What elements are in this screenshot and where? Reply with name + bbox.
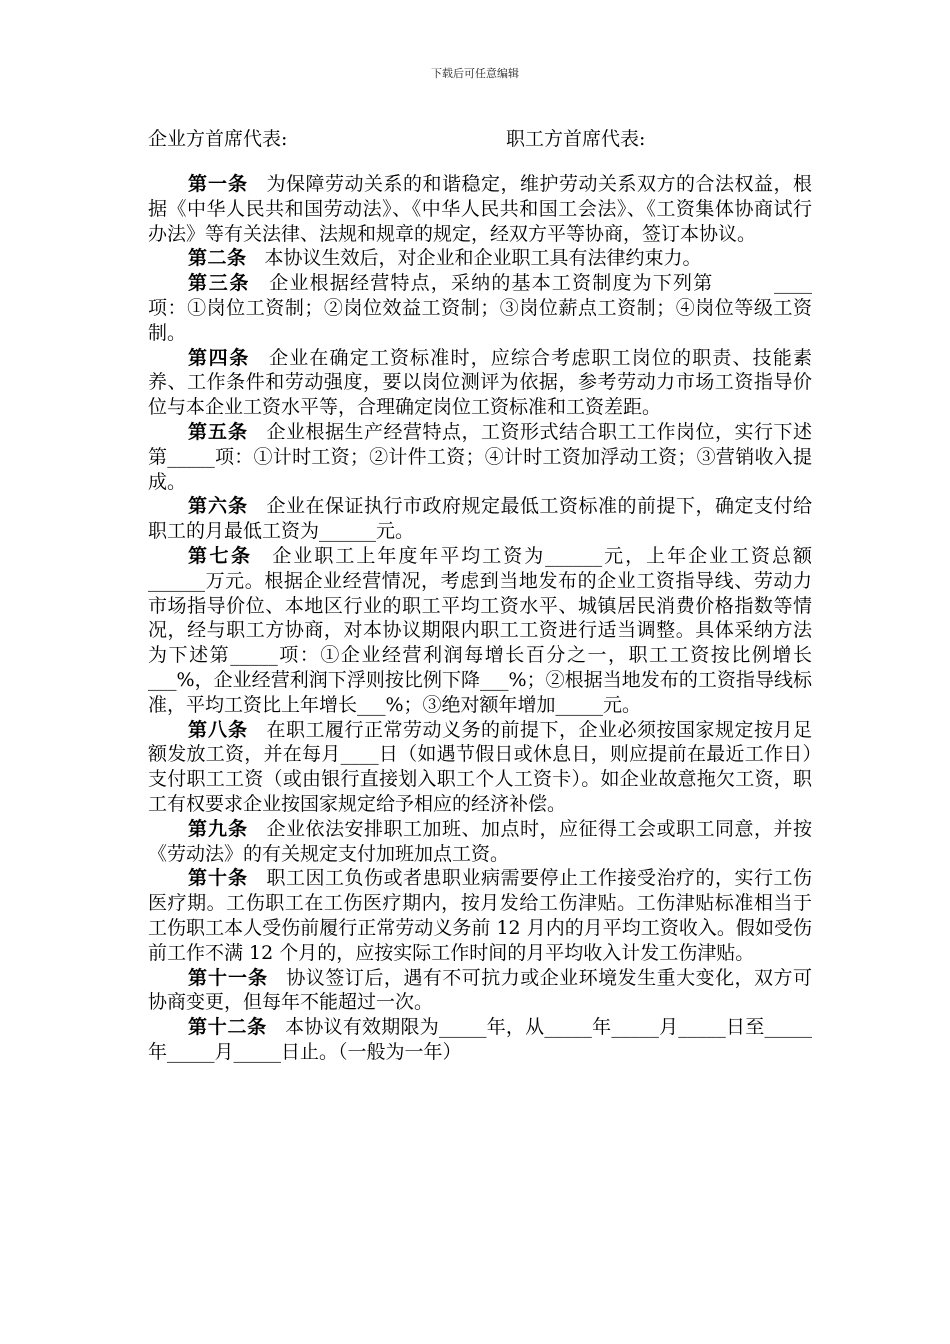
article-text: 本协议生效后，对企业和企业职工具有法律约束力。: [264, 247, 702, 270]
article-3: [148, 271, 812, 345]
employer-representative-label: 企业方首席代表:: [148, 128, 288, 150]
article-7: [148, 544, 812, 718]
article-8: [148, 718, 812, 817]
article-6: [148, 494, 812, 544]
article-5: [148, 420, 812, 494]
article-1: [148, 172, 812, 246]
article-text: 企业在保证执行市政府规定最低工资标准的前提下，确定支付给职工的月最低工资为______元。: [148, 495, 812, 543]
article-title: 第一条: [188, 173, 248, 195]
article-text: 在职工履行正常劳动义务的前提下，企业必须按国家规定按月足额发放工资，并在每月____日（如遇节假日或休息日，则应提前在最近工作日）支付职工工资（或由银行直接划入职工个人工资卡）。如企业故意拖欠工资，职工有权要求企业按国家规定给予相应的经济补偿。: [148, 718, 812, 815]
article-title: 第二条: [188, 247, 247, 270]
agreement-articles: [148, 172, 812, 1065]
article-text: 为保障劳动关系的和谐稳定，维护劳动关系双方的合法权益，根据《中华人民共和国劳动法》、《中华人民共和国工会法》、《工资集体协商试行办法》等有关法律、法规和规章的规定，经双方平等协商，签订本协议。: [148, 173, 812, 245]
article-title: 第三条: [188, 272, 251, 295]
article-title: 第十二条: [188, 1016, 267, 1039]
article-2: [148, 246, 812, 271]
article-text: 企业在确定工资标准时，应综合考虑职工岗位的职责、技能素养、工作条件和劳动强度，要以岗位测评为依据，参考劳动力市场工资指导价位与本企业工资水平等，合理确定岗位工资标准和工资差距。: [148, 346, 812, 419]
article-title: 第十条: [188, 867, 248, 890]
article-title: 第十一条: [188, 966, 268, 989]
article-text: 职工因工负伤或者患职业病需要停止工作接受治疗的，实行工伤医疗期。工伤职工在工伤医疗期内，按月发给工伤津贴。工伤津贴标准相当于工伤职工本人受伤前履行正常劳动义务前 12 月内的月平均工资收入。假如受伤前工作不满 12 个月的，应按实际工作时间的月平均收入计发工伤津贴。: [148, 867, 812, 964]
article-title: 第五条: [188, 420, 248, 443]
article-4: [148, 346, 812, 420]
article-text: 本协议有效期限为_____年，从_____年_____月_____日至_____年_____月_____日止。（一般为一年）: [148, 1016, 812, 1063]
article-title: 第八条: [188, 718, 248, 741]
article-title: 第六条: [188, 495, 248, 518]
employee-representative-label: 职工方首席代表:: [506, 128, 646, 150]
article-title: 第七条: [188, 544, 253, 567]
article-12: [148, 1015, 812, 1065]
article-title: 第四条: [188, 346, 250, 369]
article-text: 企业职工上年度年平均工资为______元，上年企业工资总额______万元。根据企业经营情况，考虑到当地发布的企业工资指导线、劳动力市场指导价位、本地区行业的职工平均工资水平、城镇居民消费价格指数等情况，经与职工方协商，对本协议期限内职工工资进行适当调整。具体采纳方法为下述第_____项：①企业经营利润每增长百分之一，职工工资按比例增长___%，企业经营利润下浮则按比例下降___%；②根据当地发布的工资指导线标准，平均工资比上年增长___%；③绝对额年增加_____元。: [148, 544, 812, 716]
article-11: [148, 966, 812, 1016]
representatives-line: [148, 124, 828, 150]
article-9: [148, 817, 812, 867]
article-10: [148, 866, 812, 965]
article-text: 企业根据生产经营特点，工资形式结合职工工作岗位，实行下述第_____项：①计时工资；②计件工资；④计时工资加浮动工资；③营销收入提成。: [148, 420, 812, 493]
article-text: 协议签订后，遇有不可抗力或企业环境发生重大变化，双方可协商变更，但每年不能超过一次。: [148, 966, 812, 1014]
article-text: 企业依法安排职工加班、加点时，应征得工会或职工同意，并按《劳动法》的有关规定支付加班加点工资。: [148, 817, 812, 865]
article-text: 企业根据经营特点，采纳的基本工资制度为下列第 ____项：①岗位工资制；②岗位效益工资制；③岗位薪点工资制；④岗位等级工资制。: [148, 272, 812, 344]
download-note: 下载后可任意编辑: [431, 67, 519, 80]
article-title: 第九条: [188, 817, 248, 840]
